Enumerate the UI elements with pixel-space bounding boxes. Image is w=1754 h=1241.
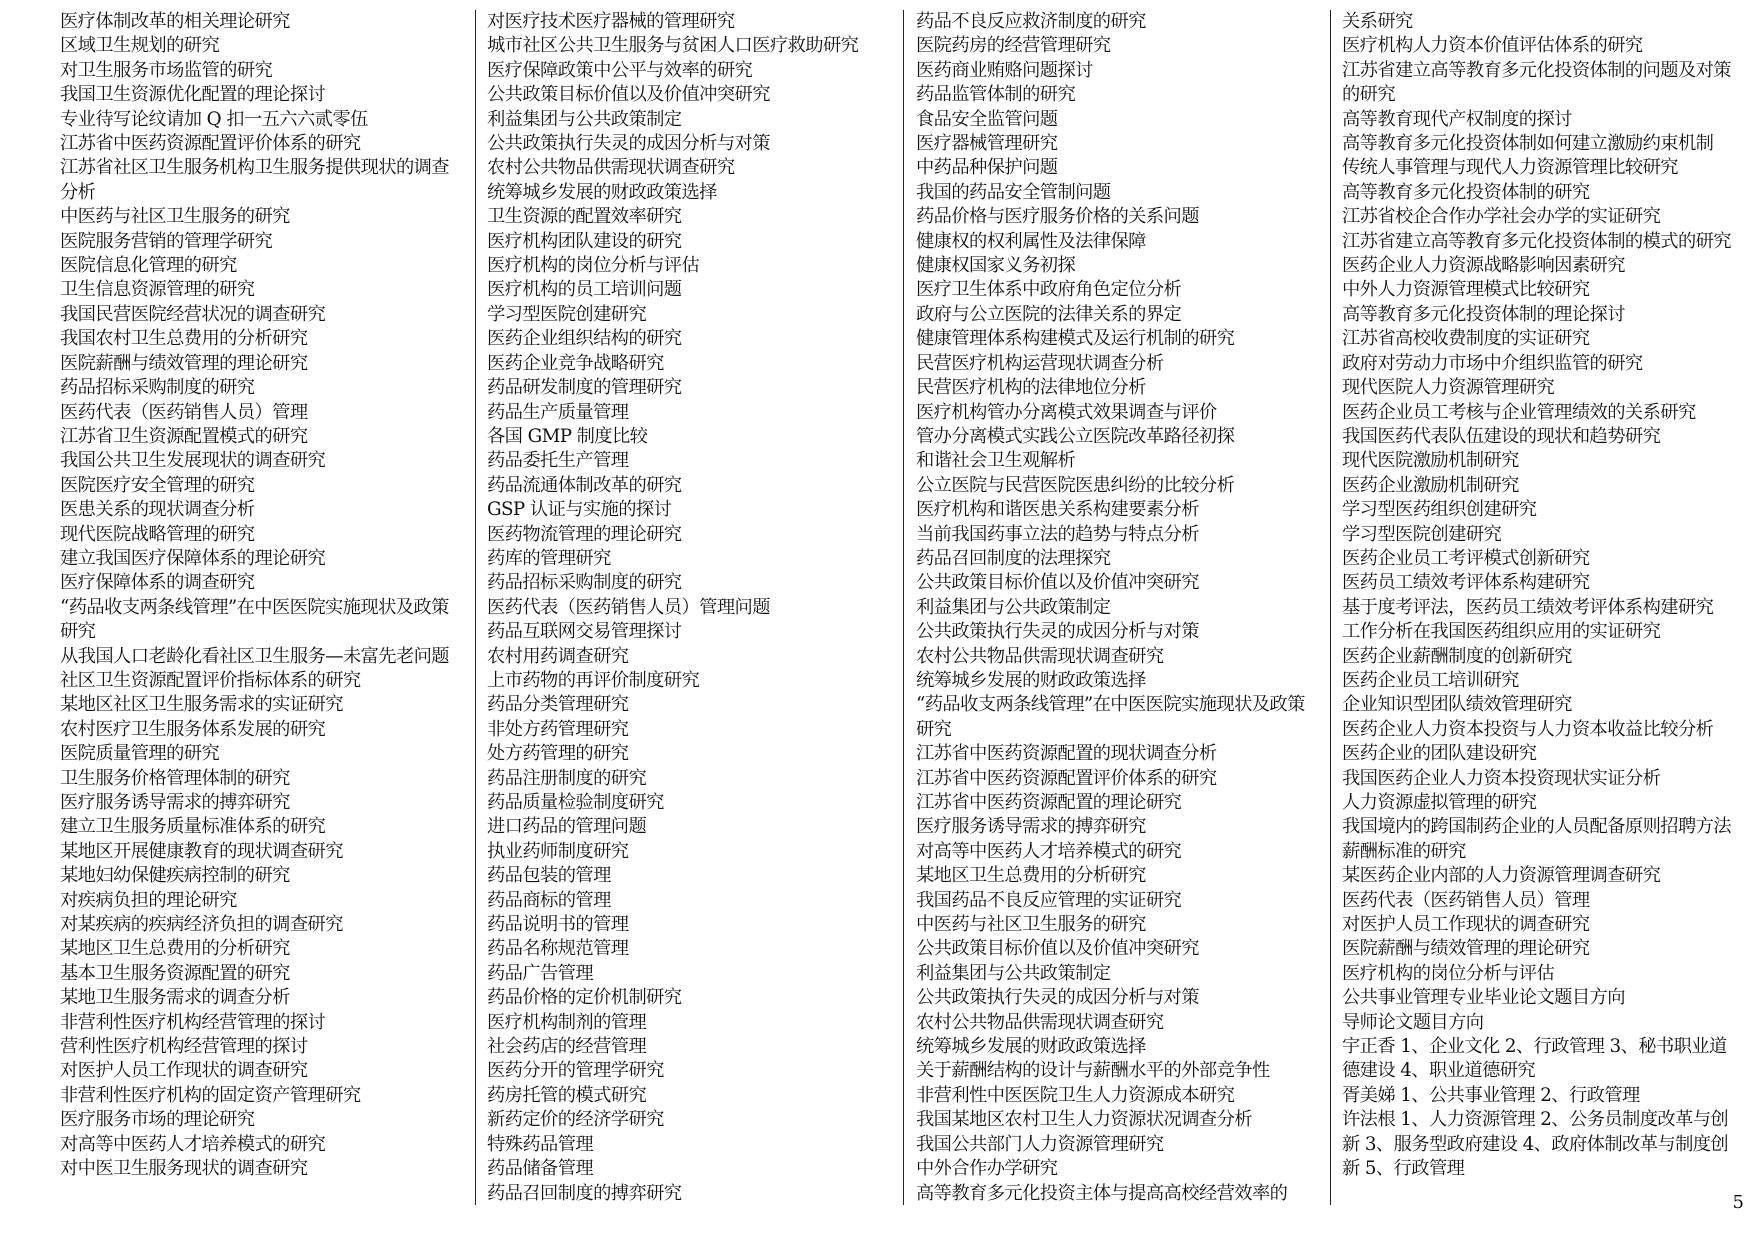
topic-item: 医药代表（医药销售人员）管理 bbox=[1342, 889, 1590, 911]
topic-item: 公共政策目标价值以及价值冲突研究 bbox=[487, 84, 770, 106]
topic-item: 农村医疗卫生服务体系发展的研究 bbox=[60, 718, 326, 740]
topic-item: 人力资源虚拟管理的研究 bbox=[1342, 792, 1537, 813]
topic-item: 药品储备管理 bbox=[487, 1158, 594, 1180]
topic-item: 医疗卫生体系中政府角色定位分析 bbox=[916, 279, 1182, 301]
topic-item: 对高等中医药人才培养模式的研究 bbox=[916, 840, 1182, 862]
topic-item: 上市药物的再评价制度研究 bbox=[487, 669, 700, 691]
topic-item: “药品收支两条线管理”在中医医院实施现状及政策研究 bbox=[60, 596, 449, 643]
topic-item: 我国医药企业人力资本投资现状实证分析 bbox=[1342, 767, 1661, 789]
topic-item: 我国卫生资源优化配置的理论探讨 bbox=[60, 84, 326, 106]
topic-item: 医院服务营销的管理学研究 bbox=[60, 230, 273, 252]
topic-item: 现代医院人力资源管理研究 bbox=[1342, 377, 1555, 399]
topic-item: 江苏省社区卫生服务机构卫生服务提供现状的调查分析 bbox=[60, 157, 449, 203]
topic-item: 医疗保障体系的调查研究 bbox=[60, 572, 255, 594]
topic-item: 区域卫生规划的研究 bbox=[60, 35, 220, 57]
topic-item: 我国公共卫生发展现状的调查研究 bbox=[60, 450, 326, 472]
topic-item: 江苏省中医药资源配置的现状调查分析 bbox=[916, 743, 1217, 765]
topic-item: 社区卫生资源配置评价指标体系的研究 bbox=[60, 669, 361, 691]
topic-item: 对中医卫生服务现状的调查研究 bbox=[60, 1158, 308, 1180]
topic-item: 统筹城乡发展的财政政策选择 bbox=[916, 669, 1146, 691]
column-divider bbox=[903, 10, 904, 1205]
column-3 bbox=[916, 10, 1311, 1205]
topic-item: 医院薪酬与绩效管理的理论研究 bbox=[1342, 938, 1590, 960]
topic-item: 江苏省高校收费制度的实证研究 bbox=[1342, 328, 1590, 350]
topic-item: 宇正香 1、企业文化 2、行政管理 3、秘书职业道德建设 4、职业道德研究 bbox=[1342, 1036, 1727, 1082]
topic-item: 医疗机构的员工培训问题 bbox=[487, 279, 682, 301]
topic-item: 利益集团与公共政策制定 bbox=[916, 962, 1111, 984]
topic-item: GSP 认证与实施的探讨 bbox=[487, 499, 672, 521]
topic-item: 药品质量检验制度研究 bbox=[487, 792, 664, 813]
topic-item: 关系研究 bbox=[1342, 11, 1413, 32]
topic-item: 某地区开展健康教育的现状调查研究 bbox=[60, 840, 343, 862]
topic-item: 新药定价的经济学研究 bbox=[487, 1109, 664, 1131]
topic-item: 民营医疗机构的法律地位分析 bbox=[916, 377, 1146, 399]
topic-item: 从我国人口老龄化看社区卫生服务—未富先老问题 bbox=[60, 645, 449, 667]
topic-item: 建立卫生服务质量标准体系的研究 bbox=[60, 816, 326, 838]
topic-item: 政府对劳动力市场中介组织监管的研究 bbox=[1342, 352, 1643, 374]
column-divider bbox=[475, 10, 476, 1205]
topic-item: 某地妇幼保健疾病控制的研究 bbox=[60, 865, 290, 887]
topic-item: 江苏省建立高等教育多元化投资体制的问题及对策的研究 bbox=[1342, 59, 1731, 106]
topic-item: 学习型医药组织创建研究 bbox=[1342, 499, 1537, 521]
topic-item: 某地区社区卫生服务需求的实证研究 bbox=[60, 694, 343, 716]
topic-item: 医疗服务市场的理论研究 bbox=[60, 1109, 255, 1131]
topic-item: 医疗保障政策中公平与效率的研究 bbox=[487, 59, 753, 81]
topic-item: 药房托管的模式研究 bbox=[487, 1084, 647, 1106]
topic-item: 药品研发制度的管理研究 bbox=[487, 377, 682, 399]
topic-item: 药品包装的管理 bbox=[487, 865, 611, 887]
topic-item: 医患关系的现状调查分析 bbox=[60, 499, 255, 521]
topic-item: 我国农村卫生总费用的分析研究 bbox=[60, 328, 308, 350]
topic-item: 我国的药品安全管制问题 bbox=[916, 181, 1111, 203]
topic-item: 医疗体制改革的相关理论研究 bbox=[60, 11, 290, 32]
topic-item: 我国药品不良反应管理的实证研究 bbox=[916, 889, 1182, 911]
topic-item: 药品生产质量管理 bbox=[487, 401, 629, 423]
topic-item: 药库的管理研究 bbox=[487, 547, 611, 569]
topic-item: 基于度考评法，医药员工绩效考评体系构建研究 bbox=[1342, 596, 1714, 618]
topic-item: 基本卫生服务资源配置的研究 bbox=[60, 962, 290, 984]
topic-item: 专业待写论纹请加 Q 扣一五六六贰零伍 bbox=[60, 108, 368, 130]
topic-item: 医院薪酬与绩效管理的理论研究 bbox=[60, 352, 308, 374]
topic-item: 中药品种保护问题 bbox=[916, 157, 1058, 179]
topic-item: 健康权国家义务初探 bbox=[916, 255, 1076, 277]
topic-item: 统筹城乡发展的财政政策选择 bbox=[916, 1036, 1146, 1058]
topic-item: 医药代表（医药销售人员）管理问题 bbox=[487, 596, 770, 618]
topic-item: 非营利性医疗机构的固定资产管理研究 bbox=[60, 1084, 361, 1106]
topic-item: 药品监管体制的研究 bbox=[916, 84, 1076, 106]
topic-item: 江苏省中医药资源配置的理论研究 bbox=[916, 792, 1182, 813]
topic-item: 药品不良反应救济制度的研究 bbox=[916, 11, 1146, 32]
topic-item: 医疗机构和谐医患关系构建要素分析 bbox=[916, 499, 1199, 521]
topic-item: 非处方药管理研究 bbox=[487, 718, 629, 740]
column-1 bbox=[60, 10, 455, 1205]
topic-item: 中外人力资源管理模式比较研究 bbox=[1342, 279, 1590, 301]
topic-item: 工作分析在我国医药组织应用的实证研究 bbox=[1342, 621, 1661, 643]
topic-item: 公立医院与民营医院医患纠纷的比较分析 bbox=[916, 474, 1235, 496]
topic-item: 医疗机构的岗位分析与评估 bbox=[487, 255, 700, 277]
page-number: 5 bbox=[1732, 1192, 1744, 1213]
topic-item: 药品委托生产管理 bbox=[487, 450, 629, 472]
topic-item: 药品召回制度的搏弈研究 bbox=[487, 1182, 682, 1204]
topic-item: 医药物流管理的理论研究 bbox=[487, 523, 682, 545]
topic-item: 学习型医院创建研究 bbox=[1342, 523, 1502, 545]
topic-item: 农村公共物品供需现状调查研究 bbox=[916, 1011, 1164, 1033]
topic-item: 城市社区公共卫生服务与贫困人口医疗救助研究 bbox=[487, 35, 859, 57]
topic-item: 医疗机构人力资本价值评估体系的研究 bbox=[1342, 35, 1643, 57]
topic-item: 医药企业的团队建设研究 bbox=[1342, 743, 1537, 765]
topic-item: 对某疾病的疾病经济负担的调查研究 bbox=[60, 914, 343, 936]
topic-item: 特殊药品管理 bbox=[487, 1133, 594, 1155]
topic-item: 药品价格的定价机制研究 bbox=[487, 987, 682, 1009]
topic-item: 我国某地区农村卫生人力资源状况调查分析 bbox=[916, 1109, 1252, 1131]
topic-item: 卫生服务价格管理体制的研究 bbox=[60, 767, 290, 789]
topic-item: 食品安全监管问题 bbox=[916, 108, 1058, 130]
topic-item: 药品分类管理研究 bbox=[487, 694, 629, 716]
topic-item: 现代医院战略管理的研究 bbox=[60, 523, 255, 545]
column-2 bbox=[487, 10, 882, 1205]
topic-item: 药品说明书的管理 bbox=[487, 914, 629, 936]
topic-item: 农村用药调查研究 bbox=[487, 645, 629, 667]
column-4 bbox=[1342, 10, 1737, 1205]
topic-item: 医疗器械管理研究 bbox=[916, 133, 1058, 155]
topic-item: 医疗机构团队建设的研究 bbox=[487, 230, 682, 252]
topic-item: 医药员工绩效考评体系构建研究 bbox=[1342, 572, 1590, 594]
topic-item: 统筹城乡发展的财政政策选择 bbox=[487, 181, 717, 203]
topic-item: 健康管理体系构建模式及运行机制的研究 bbox=[916, 328, 1235, 350]
topic-item: 江苏省中医药资源配置评价体系的研究 bbox=[916, 767, 1217, 789]
topic-item: 传统人事管理与现代人力资源管理比较研究 bbox=[1342, 157, 1678, 179]
topic-item: 中医药与社区卫生服务的研究 bbox=[60, 206, 290, 228]
topic-item: 江苏省校企合作办学社会办学的实证研究 bbox=[1342, 206, 1661, 228]
topic-item: 健康权的权利属性及法律保障 bbox=[916, 230, 1146, 252]
topic-item: 医院信息化管理的研究 bbox=[60, 255, 237, 277]
topic-item: “药品收支两条线管理”在中医医院实施现状及政策研究 bbox=[916, 694, 1305, 740]
topic-item: 对卫生服务市场监管的研究 bbox=[60, 59, 273, 81]
topic-item: 药品招标采购制度的研究 bbox=[487, 572, 682, 594]
topic-item: 医疗机构制剂的管理 bbox=[487, 1011, 647, 1033]
topic-item: 药品商标的管理 bbox=[487, 889, 611, 911]
topic-item: 对医护人员工作现状的调查研究 bbox=[1342, 914, 1590, 936]
topic-item: 公共政策目标价值以及价值冲突研究 bbox=[916, 938, 1199, 960]
topic-item: 医药企业员工培训研究 bbox=[1342, 669, 1519, 691]
topic-item: 公共政策目标价值以及价值冲突研究 bbox=[916, 572, 1199, 594]
topic-item: 执业药师制度研究 bbox=[487, 840, 629, 862]
topic-item: 民营医疗机构运营现状调查分析 bbox=[916, 352, 1164, 374]
topic-item: 药品广告管理 bbox=[487, 962, 594, 984]
topic-item: 药品召回制度的法理探究 bbox=[916, 547, 1111, 569]
topic-item: 医药企业竞争战略研究 bbox=[487, 352, 664, 374]
topic-item: 企业知识型团队绩效管理研究 bbox=[1342, 694, 1572, 716]
topic-item: 学习型医院创建研究 bbox=[487, 303, 647, 325]
topic-item: 现代医院激励机制研究 bbox=[1342, 450, 1519, 472]
topic-item: 药品注册制度的研究 bbox=[487, 767, 647, 789]
topic-item: 各国 GMP 制度比较 bbox=[487, 425, 648, 447]
topic-item: 医疗机构的岗位分析与评估 bbox=[1342, 962, 1555, 984]
topic-item: 非营利性医疗机构经营管理的探讨 bbox=[60, 1011, 326, 1033]
topic-item: 医药代表（医药销售人员）管理 bbox=[60, 401, 308, 423]
topic-item: 医药企业薪酬制度的创新研究 bbox=[1342, 645, 1572, 667]
topic-item: 高等教育现代产权制度的探讨 bbox=[1342, 108, 1572, 130]
topic-item: 医药企业激励机制研究 bbox=[1342, 474, 1519, 496]
topic-item: 进口药品的管理问题 bbox=[487, 816, 647, 838]
topic-item: 医院医疗安全管理的研究 bbox=[60, 474, 255, 496]
topic-item: 我国医药代表队伍建设的现状和趋势研究 bbox=[1342, 425, 1661, 447]
topic-item: 医院药房的经营管理研究 bbox=[916, 35, 1111, 57]
topic-item: 营利性医疗机构经营管理的探讨 bbox=[60, 1036, 308, 1058]
topic-item: 某地区卫生总费用的分析研究 bbox=[60, 938, 290, 960]
topic-item: 社会药店的经营管理 bbox=[487, 1036, 647, 1058]
topic-item: 药品互联网交易管理探讨 bbox=[487, 621, 682, 643]
topic-item: 某地区卫生总费用的分析研究 bbox=[916, 865, 1146, 887]
topic-item: 高等教育多元化投资体制的研究 bbox=[1342, 181, 1590, 203]
topic-item: 利益集团与公共政策制定 bbox=[487, 108, 682, 130]
topic-item: 公共政策执行失灵的成因分析与对策 bbox=[916, 621, 1199, 643]
topic-item: 胥美娣 1、公共事业管理 2、行政管理 bbox=[1342, 1084, 1640, 1106]
topic-item: 医药企业人力资源战略影响因素研究 bbox=[1342, 255, 1625, 277]
topic-item: 药品名称规范管理 bbox=[487, 938, 629, 960]
topic-item: 管办分离模式实践公立医院改革路径初探 bbox=[916, 425, 1235, 447]
topic-item: 医疗服务诱导需求的搏弈研究 bbox=[916, 816, 1146, 838]
topic-item: 某医药企业内部的人力资源管理调查研究 bbox=[1342, 865, 1661, 887]
topic-item: 和谐社会卫生观解析 bbox=[916, 450, 1076, 472]
topic-item: 建立我国医疗保障体系的理论研究 bbox=[60, 547, 326, 569]
topic-item: 我国民营医院经营状况的调查研究 bbox=[60, 303, 326, 325]
topic-item: 对高等中医药人才培养模式的研究 bbox=[60, 1133, 326, 1155]
topic-item: 公共政策执行失灵的成因分析与对策 bbox=[916, 987, 1199, 1009]
topic-item: 高等教育多元化投资体制的理论探讨 bbox=[1342, 303, 1625, 325]
topic-item: 我国公共部门人力资源管理研究 bbox=[916, 1133, 1164, 1155]
topic-item: 非营利性中医医院卫生人力资源成本研究 bbox=[916, 1084, 1235, 1106]
topic-item: 医疗服务诱导需求的搏弈研究 bbox=[60, 792, 290, 813]
topic-item: 医院质量管理的研究 bbox=[60, 743, 220, 765]
topic-item: 农村公共物品供需现状调查研究 bbox=[487, 157, 735, 179]
topic-item: 当前我国药事立法的趋势与特点分析 bbox=[916, 523, 1199, 545]
topic-item: 我国境内的跨国制药企业的人员配备原则招聘方法薪酬标准的研究 bbox=[1342, 816, 1731, 862]
topic-item: 医药企业员工考评模式创新研究 bbox=[1342, 547, 1590, 569]
topic-item: 对医疗技术医疗器械的管理研究 bbox=[487, 11, 735, 32]
topic-item: 农村公共物品供需现状调查研究 bbox=[916, 645, 1164, 667]
topic-item: 利益集团与公共政策制定 bbox=[916, 596, 1111, 618]
topic-item: 江苏省建立高等教育多元化投资体制的模式的研究 bbox=[1342, 230, 1731, 252]
topic-item: 对疾病负担的理论研究 bbox=[60, 889, 237, 911]
topic-item: 医药分开的管理学研究 bbox=[487, 1060, 664, 1082]
topic-item: 医药企业组织结构的研究 bbox=[487, 328, 682, 350]
topic-item: 高等教育多元化投资体制如何建立激励约束机制 bbox=[1342, 133, 1714, 155]
column-divider bbox=[1330, 10, 1331, 1205]
topic-item: 关于薪酬结构的设计与薪酬水平的外部竞争性 bbox=[916, 1060, 1270, 1082]
topic-item: 公共政策执行失灵的成因分析与对策 bbox=[487, 133, 770, 155]
topic-item: 江苏省中医药资源配置评价体系的研究 bbox=[60, 133, 361, 155]
topic-item: 高等教育多元化投资主体与提高高校经营效率的 bbox=[916, 1182, 1288, 1204]
topic-item: 医药企业员工考核与企业管理绩效的关系研究 bbox=[1342, 401, 1696, 423]
topic-item: 导师论文题目方向 bbox=[1342, 1011, 1484, 1033]
topic-item: 许法根 1、人力资源管理 2、公务员制度改革与创新 3、服务型政府建设 4、政府体制改革与制度创新 5、行政管理 bbox=[1342, 1109, 1729, 1180]
topic-item: 处方药管理的研究 bbox=[487, 743, 629, 765]
topic-item: 江苏省卫生资源配置模式的研究 bbox=[60, 425, 308, 447]
topic-item: 医疗机构管办分离模式效果调查与评价 bbox=[916, 401, 1217, 423]
topic-item: 药品招标采购制度的研究 bbox=[60, 377, 255, 399]
topic-item: 卫生资源的配置效率研究 bbox=[487, 206, 682, 228]
topic-item: 药品价格与医疗服务价格的关系问题 bbox=[916, 206, 1199, 228]
topic-item: 中医药与社区卫生服务的研究 bbox=[916, 914, 1146, 936]
topic-item: 医药商业贿赂问题探讨 bbox=[916, 59, 1093, 81]
topic-item: 中外合作办学研究 bbox=[916, 1158, 1058, 1180]
topic-item: 公共事业管理专业毕业论文题目方向 bbox=[1342, 987, 1625, 1009]
topic-item: 政府与公立医院的法律关系的界定 bbox=[916, 303, 1182, 325]
topic-item: 药品流通体制改革的研究 bbox=[487, 474, 682, 496]
topic-item: 对医护人员工作现状的调查研究 bbox=[60, 1060, 308, 1082]
topic-item: 医药企业人力资本投资与人力资本收益比较分析 bbox=[1342, 718, 1714, 740]
topic-item: 卫生信息资源管理的研究 bbox=[60, 279, 255, 301]
topic-item: 某地卫生服务需求的调查分析 bbox=[60, 987, 290, 1009]
